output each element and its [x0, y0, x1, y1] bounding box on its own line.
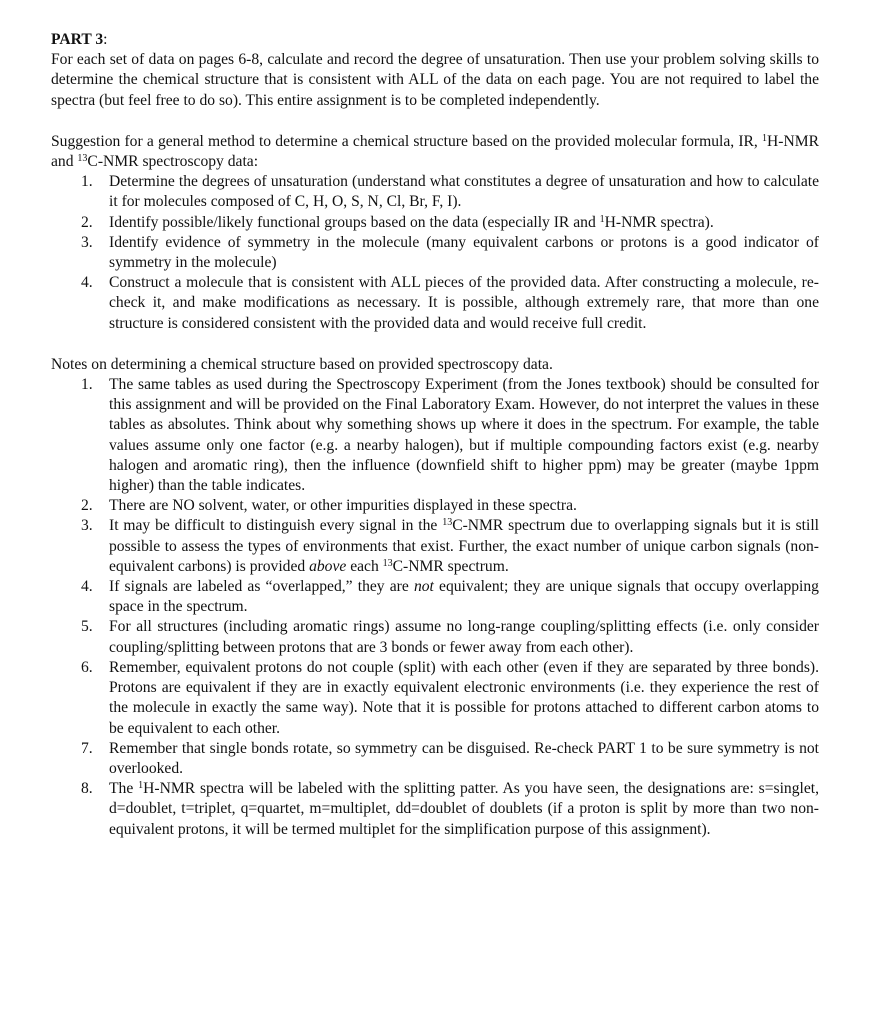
document-page	[51, 30, 819, 840]
list-item: 2. Identify possible/likely functional groups based on the data (especially IR and $^1$H-NMR spectra).	[81, 213, 714, 231]
list-item: 4. If signals are labeled as “overlapped,” they are not equivalent; they are unique signals that occupy overlapping space in the spectrum.	[81, 578, 819, 616]
part-intro-paragraph: For each set of data on pages 6-8, calculate and record the degree of unsaturation. Then use your problem solving skills to determine the chemical structure that is consistent with ALL of the data on each page. You are not required to label the spectra (but feel free to do so). This entire assignment is to be completed independently.	[51, 51, 819, 109]
notes-list	[51, 375, 819, 840]
part-title: PART 3	[51, 31, 104, 48]
list-item: 8. The $^1$H-NMR spectra will be labeled with the splitting patter. As you have seen, the designations are: s=singlet, d=doublet, t=triplet, q=quartet, m=multiplet, dd=doublet of doublets (if a proton is split by more than two non-equivalent protons, it will be termed multiplet for the simplification purpose of this assignment).	[81, 780, 819, 838]
suggestion-lead: Suggestion for a general method to determine a chemical structure based on the provided molecular formula, IR, $^1$H-NMR and $^{13}$C-NMR spectroscopy data:	[51, 132, 819, 171]
suggestion-list	[51, 172, 819, 334]
list-item: 4. Construct a molecule that is consistent with ALL pieces of the provided data. After constructing a molecule, re-check it, and make modifications as necessary. It is possible, although extremely rare, that more than one structure is considered consistent with the provided data and would receive full credit.	[81, 274, 819, 332]
list-item: 2. There are NO solvent, water, or other impurities displayed in these spectra.	[81, 497, 577, 515]
list-item: 6. Remember, equivalent protons do not couple (split) with each other (even if they are separated by three bonds). Protons are equivalent if they are in exactly equivalent electronic environments (i.e. they experience the rest of the molecule in exactly the same way). Note that it is possible for protons attached to different carbon atoms to be equivalent to each other.	[81, 658, 819, 737]
notes-lead: Notes on determining a chemical structure based on provided spectroscopy data.	[51, 355, 553, 373]
part-heading	[51, 30, 819, 50]
list-item: 1. Determine the degrees of unsaturation (understand what constitutes a degree of unsaturation and how to calculate it for molecules composed of C, H, O, S, N, Cl, Br, F, I).	[81, 173, 819, 211]
list-item: 3. It may be difficult to distinguish every signal in the $^{13}$C-NMR spectrum due to overlapping signals but it is still possible to assess the types of environments that exist. Further, the exact number of unique carbon signals (non-equivalent carbons) is provided above each $^{13}$C-NMR spectrum.	[81, 517, 819, 575]
part-title-colon: :	[103, 31, 108, 48]
list-item: 3. Identify evidence of symmetry in the molecule (many equivalent carbons or protons is a good indicator of symmetry in the molecule)	[81, 233, 819, 272]
list-item: 5. For all structures (including aromatic rings) assume no long-range coupling/splitting effects (i.e. only consider coupling/splitting between protons that are 3 bonds or fewer away from each other).	[81, 618, 819, 656]
list-item: 7. Remember that single bonds rotate, so symmetry can be disguised. Re-check PART 1 to be sure symmetry is not overlooked.	[81, 739, 819, 777]
list-item: 1. The same tables as used during the Spectroscopy Experiment (from the Jones textbook) should be consulted for this assignment and will be provided on the Final Laboratory Exam. However, do not interpret the values in these tables as absolutes. Think about why something shows up where it does in the spectrum. For example, the table values assume only one factor (e.g. a nearby halogen), but if multiple compounding factors exist (e.g. nearby halogen and aromatic ring), then the influence (downfield shift to higher ppm) may be greater (maybe 1ppm higher) than the table indicates.	[81, 376, 819, 495]
